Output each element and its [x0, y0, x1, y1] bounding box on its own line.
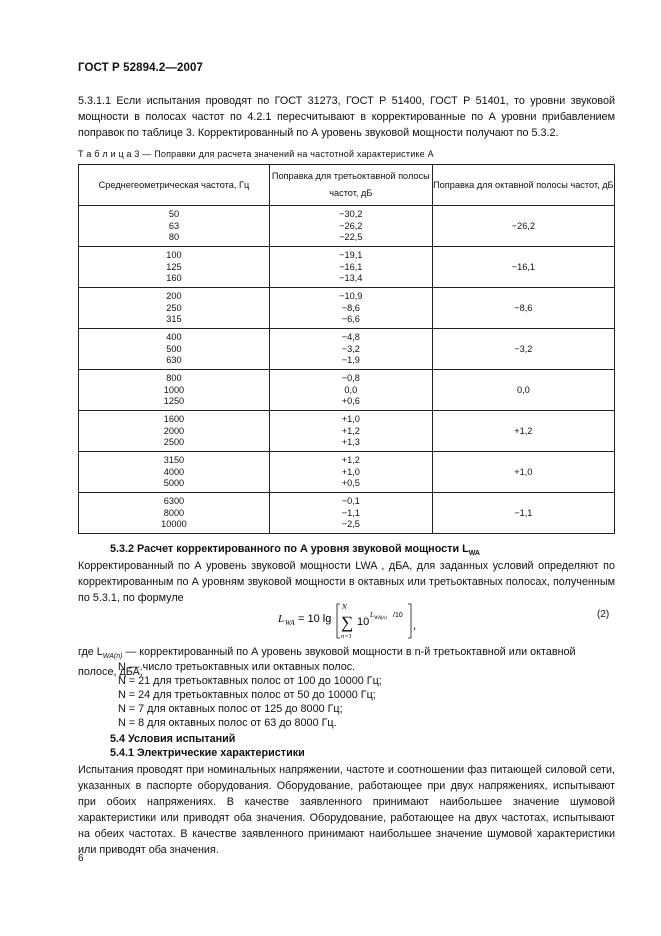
frequency-cell — [79, 493, 270, 534]
section-5-4-1-title: 5.4.1 Электрические характеристики — [110, 747, 305, 759]
third-octave-cell-value: −4,8 — [341, 331, 360, 342]
third-octave-cell-value: −19,1 — [339, 249, 363, 260]
frequency-cell-value: 500 — [166, 343, 182, 354]
frequency-cell-value: 1600 — [163, 413, 185, 424]
corrections-table — [78, 164, 615, 534]
third-octave-cell — [269, 411, 432, 452]
table-row — [79, 493, 615, 534]
frequency-cell-value: 4000 — [163, 466, 185, 477]
frequency-cell-value: 5000 — [163, 478, 185, 489]
third-octave-cell-value: +1,3 — [341, 437, 360, 448]
third-octave-cell — [269, 452, 432, 493]
third-octave-cell-value: +1,0 — [341, 466, 360, 477]
page-header: ГОСТ Р 52894.2—2007 — [78, 62, 203, 74]
third-octave-cell-value: −2,5 — [341, 519, 360, 530]
third-octave-cell-value: 0,0 — [344, 384, 358, 395]
frequency-cell-value: 10000 — [161, 519, 187, 530]
svg-text:L: L — [370, 611, 374, 619]
frequency-cell-value: 8000 — [163, 507, 185, 518]
frequency-cell — [79, 370, 270, 411]
third-octave-cell-value: −3,2 — [341, 343, 360, 354]
paragraph-5-3-1-1: 5.3.1.1 Если испытания проводят по ГОСТ 31273, ГОСТ Р 51400, ГОСТ Р 51401, то уровни звуковой мощности в полосах частот по 4.2.1 пересчитывают в корректированные по А уровни прибавлением поправок по таблице 3. Корректированный по А уровень звуковой мощности получают по 5.3.2. — [78, 95, 615, 139]
third-octave-cell — [269, 493, 432, 534]
third-octave-cell — [269, 206, 432, 247]
octave-cell: 0,0 — [432, 370, 614, 411]
third-octave-cell — [269, 329, 432, 370]
page-number: 6 — [78, 853, 84, 864]
frequency-cell — [79, 329, 270, 370]
frequency-cell-value: 200 — [166, 290, 182, 301]
frequency-cell — [79, 411, 270, 452]
col-header-third-octave: Поправка для третьоктавной полосы частот, дБ — [269, 165, 432, 206]
definition-item: N — число третьоктавных или октавных полос. — [118, 661, 356, 673]
third-octave-cell-value: −0,1 — [341, 495, 360, 506]
table-body — [79, 206, 615, 534]
col-header-octave: Поправка для октавной полосы частот, дБ — [432, 165, 614, 206]
third-octave-cell-value: +0,6 — [341, 396, 360, 407]
octave-cell: −3,2 — [432, 329, 614, 370]
table-row — [79, 206, 615, 247]
svg-text:/10: /10 — [393, 612, 403, 619]
table-row — [79, 411, 615, 452]
frequency-cell-value: 250 — [166, 302, 182, 313]
frequency-cell-value: 800 — [166, 372, 182, 383]
third-octave-cell-value: −6,6 — [341, 314, 360, 325]
table-caption: Т а б л и ц а 3 — Поправки для расчета значений на частотной характеристике А — [78, 149, 434, 159]
frequency-cell-value: 160 — [166, 273, 182, 284]
paragraph-5-4-1: Испытания проводят при номинальных напряжении, частоте и соотношении фаз питающей силовой сети, указанных в паспорте оборудования. Оборудование, работающее при двух напряжениях, испытывают при обоих напряжениях. В качестве заявленного принимают наибольшее значение шумовой характеристики или приводят оба значения. Оборудование, работающее на двух частотах, испытывают на обеих частотах. В качестве заявленного принимают наибольшее значение шумовой характеристики или приводят оба значения. — [78, 764, 615, 856]
third-octave-cell-value: +1,2 — [341, 454, 360, 465]
section-5-4-title: 5.4 Условия испытаний — [110, 733, 236, 745]
svg-text:,: , — [413, 620, 417, 632]
table-row — [79, 247, 615, 288]
frequency-cell-value: 6300 — [163, 495, 185, 506]
formula-graphic — [278, 598, 428, 642]
definition-item: N = 7 для октавных полос от 125 до 8000 Гц; — [118, 703, 343, 715]
frequency-cell-value: 2000 — [163, 425, 185, 436]
third-octave-cell-value: −16,1 — [339, 261, 363, 272]
octave-cell: −16,1 — [432, 247, 614, 288]
octave-cell: +1,0 — [432, 452, 614, 493]
frequency-cell-value: 3150 — [163, 454, 185, 465]
third-octave-cell-value: −0,8 — [341, 372, 360, 383]
definition-item: N = 21 для третьоктавных полос от 100 до 10000 Гц; — [118, 675, 382, 687]
frequency-cell-value: 50 — [168, 208, 180, 219]
frequency-cell — [79, 206, 270, 247]
definition-item: N = 8 для октавных полос от 63 до 8000 Гц. — [118, 717, 337, 729]
svg-text:L: L — [278, 613, 285, 625]
third-octave-cell-value: −22,5 — [339, 232, 363, 243]
third-octave-cell — [269, 370, 432, 411]
table-row — [79, 370, 615, 411]
frequency-cell — [79, 247, 270, 288]
frequency-cell-value: 125 — [166, 261, 182, 272]
definition-item: N = 24 для третьоктавных полос от 50 до 10000 Гц; — [118, 689, 376, 701]
svg-text:10: 10 — [357, 616, 370, 628]
third-octave-cell-value: +1,0 — [341, 413, 360, 424]
frequency-cell-value: 63 — [168, 220, 180, 231]
frequency-cell-value: 2500 — [163, 437, 185, 448]
octave-cell: −1,1 — [432, 493, 614, 534]
frequency-cell-value: 400 — [166, 331, 182, 342]
third-octave-cell-value: −26,2 — [339, 220, 363, 231]
formula-2 — [278, 598, 428, 645]
third-octave-cell-value: +1,2 — [341, 425, 360, 436]
third-octave-cell-value: −10,9 — [339, 290, 363, 301]
frequency-cell-value: 1000 — [163, 384, 185, 395]
frequency-cell-value: 315 — [166, 314, 182, 325]
paragraph-5-3-2: Корректированный по А уровень звуковой мощности LWA , дБА, для заданных условий определяют по корректированным по А уровням звуковой мощности в октавных или третьоктавных полосах, полученным по 5.3.1, по формуле — [78, 560, 615, 604]
octave-cell: −26,2 — [432, 206, 614, 247]
svg-text:= 10 lg: = 10 lg — [298, 613, 332, 625]
third-octave-cell-value: −13,4 — [339, 273, 363, 284]
frequency-cell-value: 80 — [168, 232, 180, 243]
third-octave-cell-value: −1,1 — [341, 507, 360, 518]
table-row — [79, 452, 615, 493]
svg-text:n=1: n=1 — [341, 633, 352, 640]
third-octave-cell — [269, 247, 432, 288]
frequency-cell — [79, 452, 270, 493]
third-octave-cell-value: −8,6 — [341, 302, 360, 313]
table-row — [79, 329, 615, 370]
frequency-cell-value: 630 — [166, 355, 182, 366]
octave-cell: −8,6 — [432, 288, 614, 329]
svg-text:WA: WA — [285, 619, 295, 627]
frequency-cell — [79, 288, 270, 329]
section-5-3-2-title: 5.3.2 Расчет корректированного по А уровня звуковой мощности $L_{WA}$ — [110, 543, 480, 558]
octave-cell: +1,2 — [432, 411, 614, 452]
col-header-frequency: Среднегеометрическая частота, Гц — [79, 165, 270, 206]
svg-text:WA(n): WA(n) — [374, 616, 387, 621]
table-row — [79, 288, 615, 329]
formula-number: (2) — [597, 609, 610, 620]
third-octave-cell-value: −30,2 — [339, 208, 363, 219]
frequency-cell-value: 1250 — [163, 396, 185, 407]
third-octave-cell — [269, 288, 432, 329]
where-definition: где $L_{WA(n)}$ — корректированный по А уровень звуковой мощности в n-й третьоктавной или октавной полосе, дБА; — [78, 646, 576, 678]
third-octave-cell-value: −1,9 — [341, 355, 360, 366]
svg-text:N: N — [342, 603, 347, 611]
svg-text:∑: ∑ — [341, 613, 354, 632]
third-octave-cell-value: +0,5 — [341, 478, 360, 489]
frequency-cell-value: 100 — [166, 249, 182, 260]
